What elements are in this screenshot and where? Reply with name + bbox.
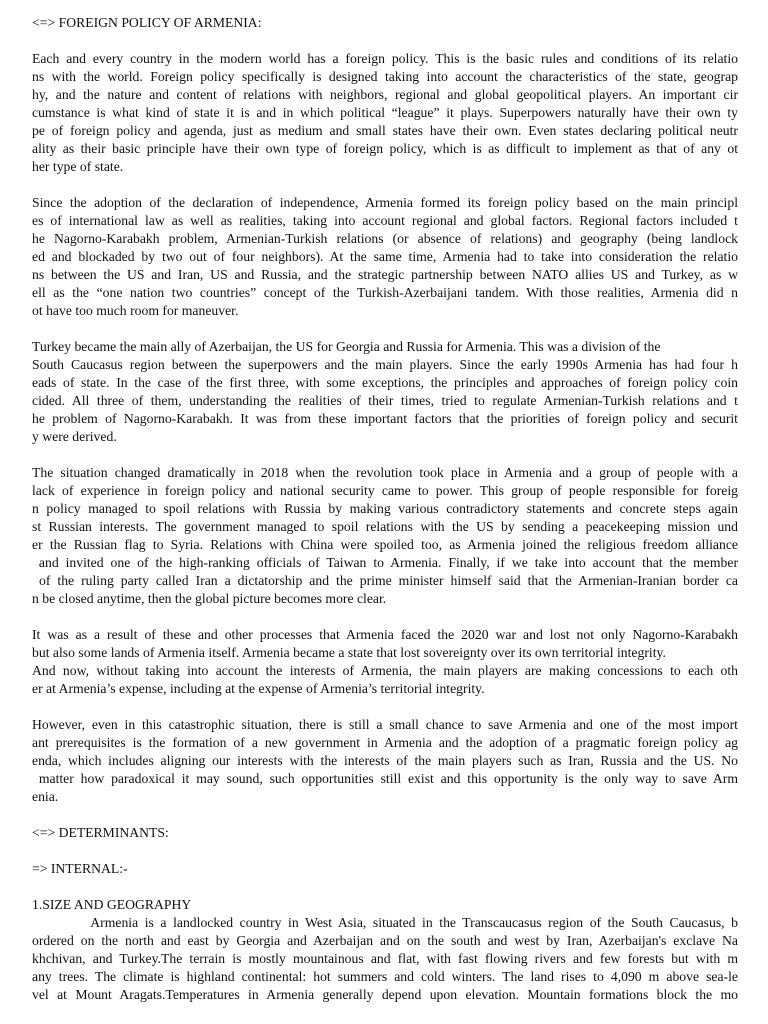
paragraph-2	[32, 194, 738, 320]
text-line: ant prerequisites is the formation of a new government in Armenia and the adoption of a pragmatic foreign policy ag	[32, 735, 738, 750]
text-line: n policy managed to spoil relations with Russia by making various contradictory statements and concrete steps again	[32, 501, 738, 516]
heading-determinants: <=> DETERMINANTS:	[32, 825, 169, 840]
text-line: ns between the US and Iran, US and Russia, and the strategic partnership between NATO allies US and Turkey, as w	[32, 267, 738, 282]
text-line: Armenia is a landlocked country in West Asia, situated in the Transcaucasus region of the South Caucasus, b	[32, 915, 738, 930]
text-line: lack of experience in foreign policy and national security came to power. This group of people responsible for foreig	[32, 483, 738, 498]
paragraph-gap	[32, 446, 738, 464]
text-line: any trees. The climate is highland continental: hot summers and cold winters. The land rises to 4,090 m above sea-le	[32, 969, 738, 984]
text-line: st Russian interests. The government managed to spoil relations with the US by sending a peacekeeping mission und	[32, 519, 738, 534]
text-line: And now, without taking into account the interests of Armenia, the main players are making concessions to each oth	[32, 663, 738, 678]
text-line: er the Russian flag to Syria. Relations with China were spoiled too, as Armenia joined the religious freedom alliance	[32, 537, 738, 552]
heading-foreign-policy: <=> FOREIGN POLICY OF ARMENIA:	[32, 15, 262, 30]
text-line: ality as their basic principle have their own type of foreign policy, which is as difficult to implement as that of any ot	[32, 141, 738, 156]
text-line: However, even in this catastrophic situation, there is still a small chance to save Armenia and one of the most import	[32, 717, 738, 732]
paragraph-size-geography	[32, 914, 738, 1004]
text-line: cumstance is what kind of state it is and in which political “league” it plays. Superpowers naturally have their own ty	[32, 105, 738, 120]
paragraph-gap	[32, 176, 738, 194]
text-line: Turkey became the main ally of Azerbaijan, the US for Georgia and Russia for Armenia. This was a division of the	[32, 339, 661, 354]
text-line: y were derived.	[32, 429, 117, 444]
text-line: and invited one of the high-ranking officials of Taiwan to Armenia. Finally, if we take into account that the member	[32, 555, 738, 570]
paragraph-gap	[32, 32, 738, 50]
text-line: he problem of Nagorno-Karabakh. It was from these important factors that the priorities of foreign policy and securit	[32, 411, 738, 426]
paragraph-gap	[32, 608, 738, 626]
text-line: enda, which includes aligning our interests with the interests of the main players such as Iran, Russia and the US. No	[32, 753, 738, 768]
heading-internal: => INTERNAL:-	[32, 861, 128, 876]
text-line: khchivan, and Turkey.The terrain is mostly mountainous and flat, with fast flowing rivers and few forests but with m	[32, 951, 738, 966]
paragraph-1	[32, 50, 738, 176]
text-line: cided. All three of them, understanding the realities of their times, tried to regulate Armenian-Turkish relations and t	[32, 393, 738, 408]
text-line: enia.	[32, 789, 59, 804]
text-line: vel at Mount Aragats.Temperatures in Armenia generally depend upon elevation. Mountain formations block the mo	[32, 987, 738, 1002]
text-line: es of international law as well as realities, taking into account regional and global factors. Regional factors included t	[32, 213, 738, 228]
paragraph-3	[32, 338, 738, 446]
text-line: Each and every country in the modern world has a foreign policy. This is the basic rules and conditions of its relatio	[32, 51, 738, 66]
text-line: ordered on the north and east by Georgia and Azerbaijan and on the south and west by Iran, Azerbaijan's exclave Na	[32, 933, 738, 948]
text-line: ed and blockaded by two out of four neighbors). At the same time, Armenia had to take into consideration the relatio	[32, 249, 738, 264]
text-line: South Caucasus region between the superpowers and the main players. Since the early 1990s Armenia has had four h	[32, 357, 738, 372]
paragraph-5	[32, 626, 738, 698]
paragraph-4	[32, 464, 738, 608]
text-line: eads of state. In the case of the first three, with some exceptions, the principles and approaches of foreign policy coin	[32, 375, 738, 390]
text-line: The situation changed dramatically in 2018 when the revolution took place in Armenia and a group of people with a	[32, 465, 738, 480]
text-line: ns with the world. Foreign policy specifically is designed taking into account the characteristics of the state, geograp	[32, 69, 738, 84]
text-line: It was as a result of these and other processes that Armenia faced the 2020 war and lost not only Nagorno-Karabakh	[32, 627, 738, 642]
text-line: pe of foreign policy and agenda, just as medium and small states have their own. Even states declaring political neutr	[32, 123, 738, 138]
paragraph-gap	[32, 842, 738, 860]
document-page	[32, 14, 738, 1004]
text-line: matter how paradoxical it may sound, such opportunities still exist and this opportunity is the only way to save Arm	[32, 771, 738, 786]
text-line: hy, and the nature and content of relations with neighbors, regional and global geopolitical players. An important cir	[32, 87, 738, 102]
text-line: Since the adoption of the declaration of independence, Armenia formed its foreign policy based on the main principl	[32, 195, 738, 210]
paragraph-6	[32, 716, 738, 806]
text-line: ot have too much room for maneuver.	[32, 303, 239, 318]
paragraph-gap	[32, 806, 738, 824]
text-line: but also some lands of Armenia itself. Armenia became a state that lost sovereignty over its own territorial integrity.	[32, 645, 666, 660]
text-line: her type of state.	[32, 159, 124, 174]
text-line: of the ruling party called Iran a dictatorship and the prime minister himself said that the Armenian-Iranian border ca	[32, 573, 738, 588]
paragraph-gap	[32, 698, 738, 716]
text-line: n be closed anytime, then the global picture becomes more clear.	[32, 591, 387, 606]
heading-size-geography: 1.SIZE AND GEOGRAPHY	[32, 897, 192, 912]
text-line: ell as the “one nation two countries” concept of the Turkish-Azerbaijani tandem. With those realities, Armenia did n	[32, 285, 738, 300]
text-line: he Nagorno-Karabakh problem, Armenian-Turkish relations (or absence of relations) and geography (being landlock	[32, 231, 738, 246]
text-line: er at Armenia’s expense, including at the expense of Armenia’s territorial integrity.	[32, 681, 485, 696]
paragraph-gap	[32, 320, 738, 338]
paragraph-gap	[32, 878, 738, 896]
